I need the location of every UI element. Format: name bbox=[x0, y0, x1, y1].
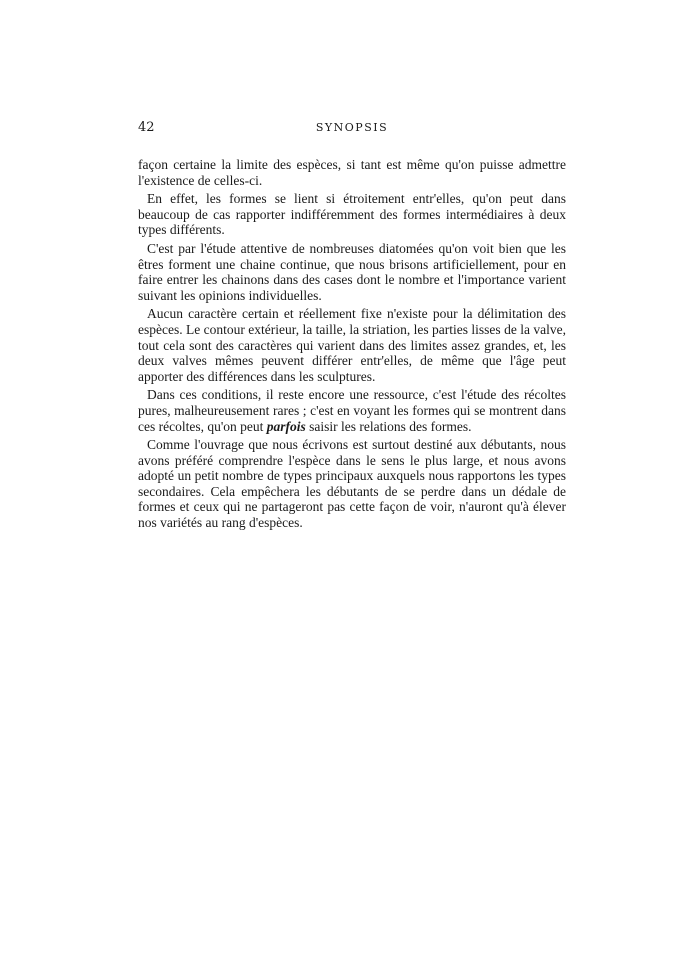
paragraph bbox=[138, 387, 566, 434]
paragraph: C'est par l'étude attentive de nombreuses diatomées qu'on voit bien que les êtres forment une chaine continue, que nous brisons artificiellement, pour en faire entrer les chainons dans des cases dont le nombre et l'importance varient suivant les opinions individuelles. bbox=[138, 240, 566, 303]
paragraph: Aucun caractère certain et réellement fixe n'existe pour la délimitation des espèces. Le contour extérieur, la taille, la striation, les parties lisses de la valve, tout cela sont des caractères qui varient dans des limites assez grandes, et, les deux valves mêmes peuvent différer entr'elles, de même que l'âge peut apporter des différences dans les sculptures. bbox=[138, 306, 566, 384]
page-number: 42 bbox=[138, 120, 155, 135]
paragraph: En effet, les formes se lient si étroitement entr'elles, qu'on peut dans beaucoup de cas rapporter indifféremment des formes intermédiaires à deux types différents. bbox=[138, 191, 566, 238]
paragraph-continued: façon certaine la limite des espèces, si tant est même qu'on puisse admettre l'existence de celles-ci. bbox=[138, 157, 566, 188]
running-title: SYNOPSIS bbox=[315, 121, 389, 134]
paragraph-text: saisir les relations des formes. bbox=[305, 418, 472, 434]
paragraph: Comme l'ouvrage que nous écrivons est surtout destiné aux débutants, nous avons préféré comprendre l'espèce dans le sens le plus large, et nous avons adopté un petit nombre de types principaux auxquels nous rapportons les types secondaires. Cela empêchera les débutants de se perdre dans un dédale de formes et ceux qui ne partageront pas cette façon de voir, n'auront qu'à élever nos variétés au rang d'espèces. bbox=[138, 437, 566, 531]
running-head bbox=[138, 120, 566, 136]
emphasis-text: parfois bbox=[266, 418, 306, 434]
paragraph-text: Dans ces conditions, il reste encore une ressource, c'est l'étude des récoltes pures, malheureusement rares ; c'est en voyant les formes qui se montrent dans ces récoltes, qu'on peut bbox=[138, 387, 566, 434]
body-text bbox=[138, 157, 566, 534]
